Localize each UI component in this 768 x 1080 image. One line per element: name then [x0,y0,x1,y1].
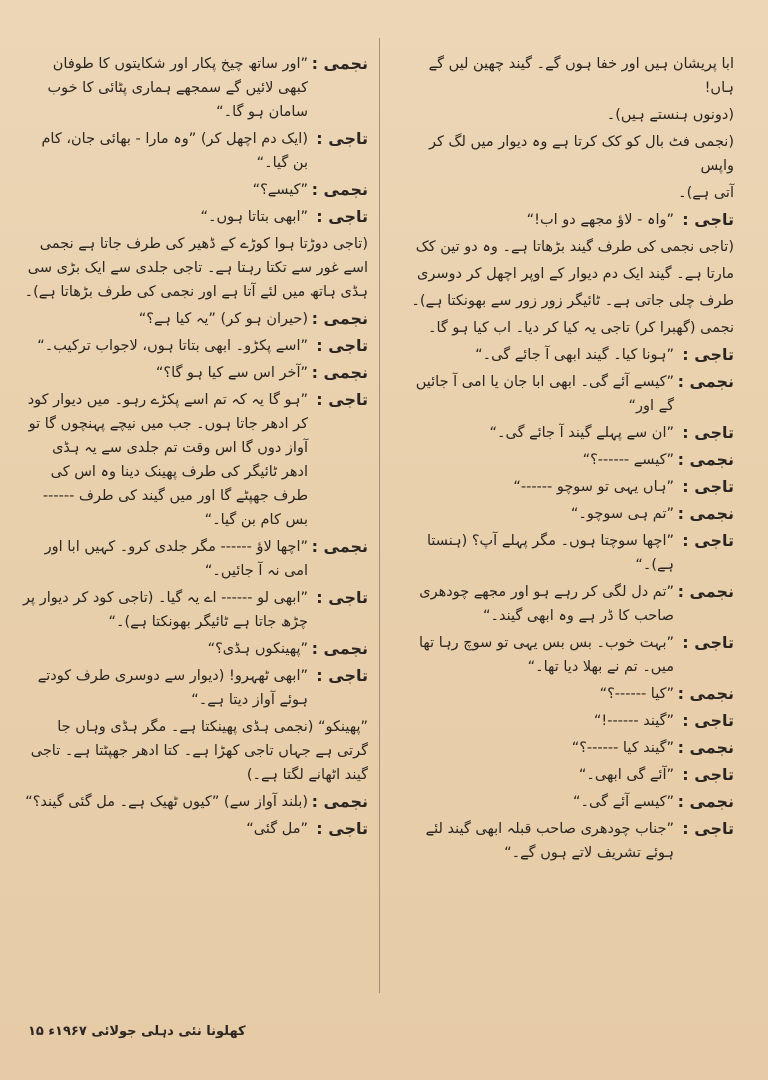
dialogue-text: ”ابھی بتاتا ہوں۔“ [200,209,308,225]
dialogue-line [22,535,368,583]
dialogue-text: (حیران ہو کر) ”یہ کیا ہے؟“ [138,311,308,327]
dialogue-text: ”گیند کیا ------؟“ [571,740,674,756]
speaker-name: نجمی : [677,504,734,523]
dialogue-text: ”واہ - لاؤ مجھے دو اب!“ [526,212,674,228]
speaker-name: نجمی : [677,684,734,703]
dialogue-line [404,343,734,367]
speaker-name: تاجی : [682,819,734,838]
speaker-name: تاجی : [316,336,368,355]
stage-direction: (تاجی دوڑتا ہوا کوڑے کے ڈھیر کی طرف جاتا ہے نجمی اسے غور سے تکتا رہتا ہے۔ تاجی جلدی سے ایک بڑی سی ہڈی ہاتھ میں لئے آتا ہے اور نجمی کی طرف بڑھاتا ہے)۔ [24,236,368,300]
speaker-name: تاجی : [316,129,368,148]
speaker-name: نجمی : [311,537,368,556]
speaker-name: تاجی : [316,588,368,607]
speaker-name: نجمی : [677,738,734,757]
dialogue-text: ”اچھا سوچتا ہوں۔ مگر پہلے آپ؟ (ہنستا ہے)۔“ [426,533,674,573]
dialogue-line [404,502,734,526]
dialogue-text: ”ہونا کیا۔ گیند ابھی آ جائے گی۔“ [475,347,674,363]
dialogue-line [404,736,734,760]
dialogue-text: ”اور ساتھ چیخ پکار اور شکایتوں کا طوفان کبھی لائیں گے سمجھے ہماری پٹائی کا خوب سامان ہو گا۔“ [47,56,308,120]
dialogue-line [404,529,734,577]
dialogue-text: ”ابھی لو ------ اے یہ گیا۔ (تاجی کود کر دیوار پر چڑھ جاتا ہے ٹائیگر بھونکتا ہے)۔“ [23,590,308,630]
dialogue-line [404,817,734,865]
dialogue-text: ”کیا ------؟“ [599,686,674,702]
speaker-name: تاجی : [316,390,368,409]
speaker-name: تاجی : [682,477,734,496]
stage-direction: ”پھینکو“ (نجمی ہڈی پھینکتا ہے۔ مگر ہڈی وہاں جا گرتی ہے جہاں تاجی کھڑا ہے۔ کتا ادھر جھپٹتا ہے۔ تاجی گیند اٹھانے لگتا ہے۔) [30,719,368,783]
stage-direction: ابا پریشان ہیں اور خفا ہوں گے۔ گیند چھین لیں گے ہاں! [428,56,734,96]
dialogue-line [22,664,368,712]
dialogue-line [404,709,734,733]
dialogue-line [404,631,734,679]
dialogue-line [404,448,734,472]
dialogue-line [22,790,368,814]
dialogue-text: ”کیسے آئے گی۔ ابھی ابا جان یا امی آ جائیں گے اور“ [415,374,674,414]
stage-direction: نجمی (گھبرا کر) تاجی یہ کیا کر دیا۔ اب کیا ہو گا۔ [428,320,734,336]
speaker-name: تاجی : [316,819,368,838]
speaker-name: تاجی : [316,666,368,685]
speaker-name: نجمی : [677,450,734,469]
dialogue-line [22,127,368,175]
right-column [404,52,734,1002]
dialogue-line [404,475,734,499]
speaker-name: نجمی : [311,309,368,328]
dialogue-line [22,361,368,385]
speaker-name: نجمی : [311,792,368,811]
speaker-name: نجمی : [677,792,734,811]
spacer [22,841,368,844]
dialogue-line [404,790,734,814]
dialogue-line [22,586,368,634]
dialogue-text: ”مل گئی“ [246,821,308,837]
dialogue-text: (بلند آواز سے) ”کیوں ٹھیک ہے۔ مل گئی گیند؟“ [25,794,308,810]
dialogue-text: ”ہو گا یہ کہ تم اسے پکڑے رہو۔ میں دیوار کود کر ادھر جاتا ہوں۔ جب میں نیچے پہنچوں گا تو آواز دوں گا اس وقت تم جلدی سے یہ ہڈی ادھر ٹائیگر کی طرف پھینک دینا وہ اس کی طرف جھپٹے گا اور میں گیند کی طرف ------ بس کام بن گیا۔“ [27,392,308,528]
dialogue-line [22,205,368,229]
dialogue-line [404,370,734,418]
dialogue-text: ”کیسے؟“ [252,182,308,198]
dialogue-text: ”جناب چودھری صاحب قبلہ ابھی گیند لئے ہوئے تشریف لاتے ہوں گے۔“ [425,821,674,861]
speaker-name: تاجی : [682,633,734,652]
speaker-name: تاجی : [682,210,734,229]
dialogue-line [22,307,368,331]
dialogue-text: ”آئے گی ابھی۔“ [578,767,674,783]
dialogue-text: ”ان سے پہلے گیند آ جائے گی۔“ [489,425,674,441]
dialogue-text: ”اسے پکڑو۔ ابھی بتاتا ہوں، لاجواب ترکیب۔“ [37,338,308,354]
dialogue-text: ”کیسے ------؟“ [582,452,674,468]
dialogue-text: ”اچھا لاؤ ------ مگر جلدی کرو۔ کہیں ابا اور امی نہ آ جائیں۔“ [44,539,308,579]
stage-direction: طرف چلی جاتی ہے۔ ٹائیگر زور زور سے بھونکتا ہے)۔ [411,293,734,309]
stage-direction: (نجمی فٹ بال کو کک کرتا ہے وہ دیوار میں لگ کر واپس [429,134,734,174]
speaker-name: تاجی : [682,765,734,784]
speaker-name: تاجی : [682,423,734,442]
dialogue-line [404,580,734,628]
dialogue-text: ”آخر اس سے کیا ہو گا؟“ [155,365,308,381]
dialogue-line [22,817,368,841]
left-column [22,52,368,1002]
dialogue-line [22,334,368,358]
speaker-name: نجمی : [677,372,734,391]
dialogue-text: ”تم ہی سوچو۔“ [570,506,674,522]
speaker-name: نجمی : [677,582,734,601]
speaker-name: تاجی : [682,711,734,730]
stage-direction: آتی ہے)۔ [678,185,734,201]
dialogue-text: ”تم دل لگی کر رہے ہو اور مجھے چودھری صاحب کا ڈر ہے وہ ابھی گیند۔“ [419,584,674,624]
footer-page-info: کھلونا نئی دہلی جولائی ۱۹۶۷ء ۱۵ [28,1024,246,1039]
dialogue-text: ”کیسے آئے گی۔“ [573,794,674,810]
dialogue-line [22,178,368,202]
stage-direction: مارتا ہے۔ گیند ایک دم دیوار کے اوپر اچھل کر دوسری [417,266,734,282]
speaker-name: تاجی : [682,345,734,364]
dialogue-text: ”گیند ------!“ [593,713,674,729]
dialogue-line [22,52,368,124]
spacer [404,865,734,868]
speaker-name: نجمی : [311,363,368,382]
speaker-name: نجمی : [311,54,368,73]
speaker-name: نجمی : [311,639,368,658]
dialogue-line [404,208,734,232]
dialogue-line [404,421,734,445]
stage-direction: (دونوں ہنستے ہیں)۔ [606,107,734,123]
dialogue-text: ”ہاں یہی تو سوچو ------“ [513,479,674,495]
dialogue-line [22,388,368,532]
speaker-name: تاجی : [682,531,734,550]
dialogue-text: (ایک دم اچھل کر) ”وہ مارا - بھائی جان، کام بن گیا۔“ [41,131,308,171]
dialogue-text: ”ابھی ٹھہرو! (دیوار سے دوسری طرف کودتے ہوئے آواز دیتا ہے۔“ [37,668,308,708]
stage-direction: (تاجی نجمی کی طرف گیند بڑھاتا ہے۔ وہ دو تین کک [415,239,734,255]
speaker-name: نجمی : [311,180,368,199]
dialogue-line [22,637,368,661]
column-divider [379,38,380,993]
speaker-name: تاجی : [316,207,368,226]
dialogue-text: ”بہت خوب۔ بس بس یہی تو سوچ رہا تھا میں۔ تم نے بھلا دیا تھا۔“ [419,635,674,675]
dialogue-line [404,763,734,787]
dialogue-line [404,682,734,706]
dialogue-text: ”پھینکوں ہڈی؟“ [207,641,308,657]
